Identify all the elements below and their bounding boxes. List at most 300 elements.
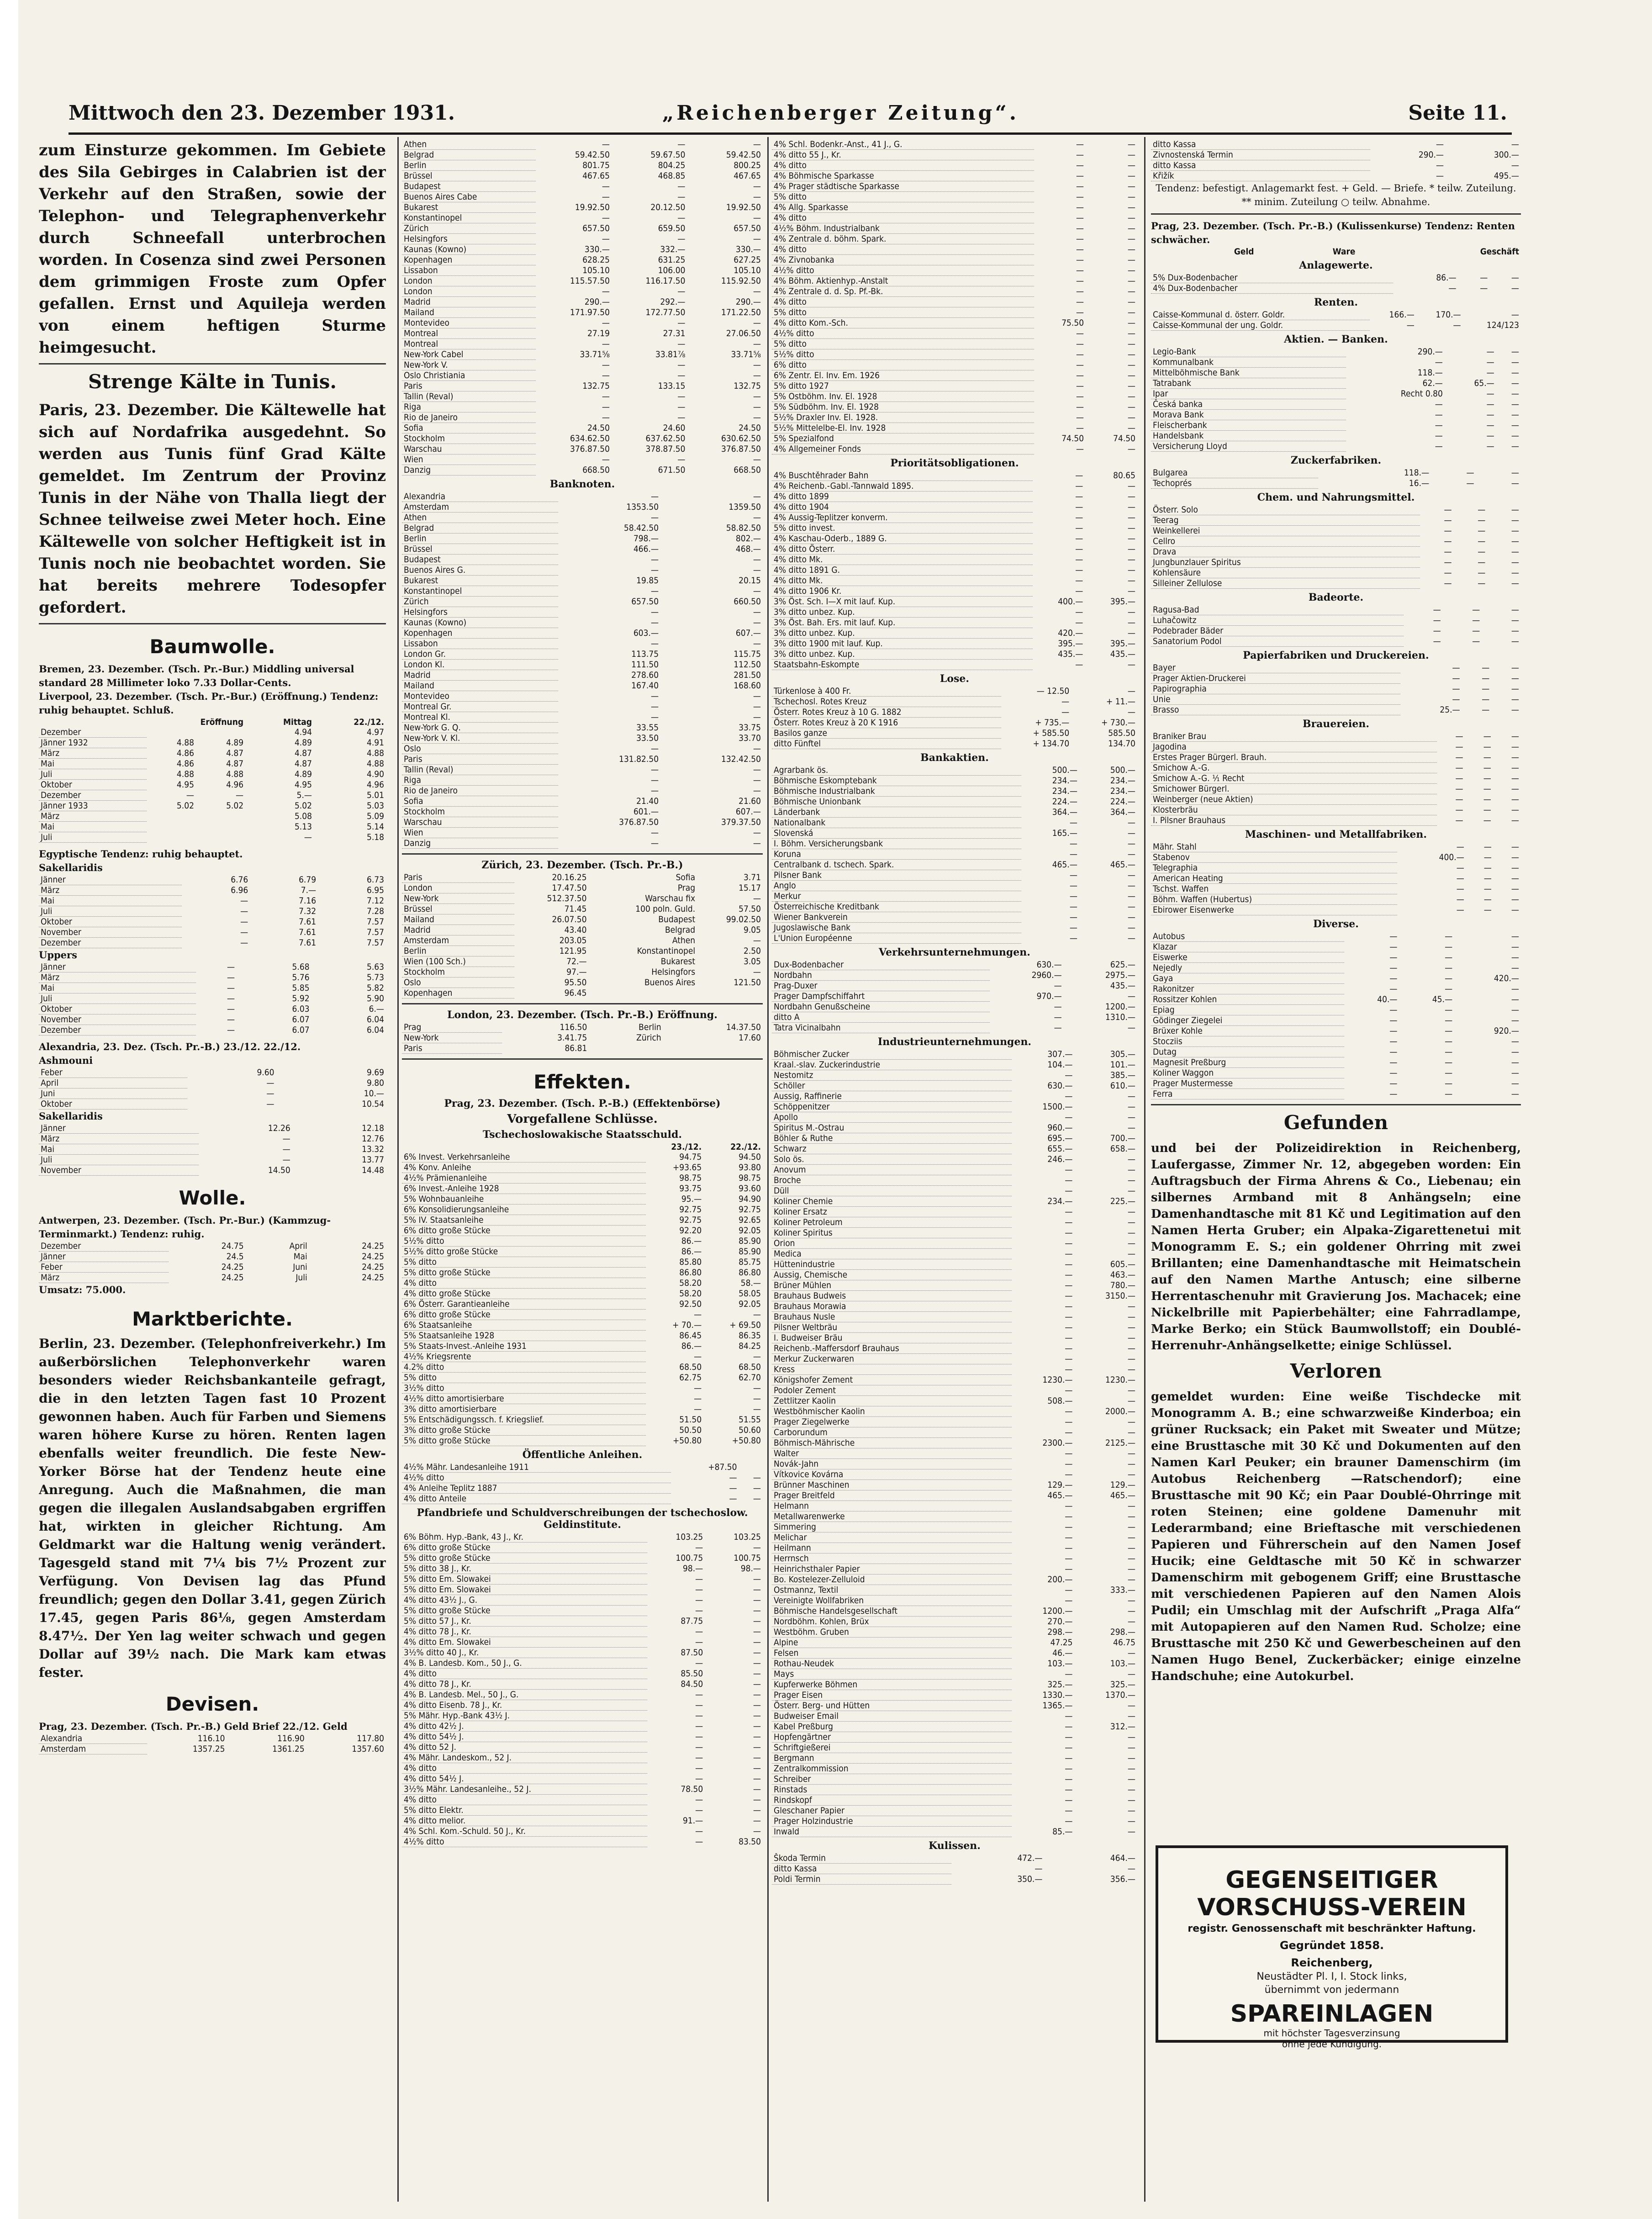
row-value: — xyxy=(602,370,610,380)
row-label: Simmering xyxy=(772,1522,1012,1532)
table-row xyxy=(772,1427,1137,1438)
row-value: — xyxy=(1065,1785,1073,1795)
row-label: Juli xyxy=(39,832,147,843)
row-value: — xyxy=(1456,894,1464,904)
row-label: Koliner Waggon xyxy=(1151,1068,1344,1078)
table-row xyxy=(402,1564,763,1574)
table-row xyxy=(772,1012,1137,1023)
table-row xyxy=(772,1764,1137,1774)
gefunden-headline: Gefunden xyxy=(1283,1111,1388,1134)
row-value: — xyxy=(1511,1015,1519,1025)
row-label: Centralbank d. tschech. Spark. xyxy=(772,860,1021,870)
row-label: Zürich xyxy=(402,223,536,234)
table-row xyxy=(402,402,763,412)
row-label: Cellro xyxy=(1151,536,1420,547)
table-row xyxy=(772,360,1137,370)
row-value: — xyxy=(1127,1207,1135,1217)
table-row xyxy=(402,765,763,775)
row-value: — xyxy=(1127,1522,1135,1532)
row-value: 356.— xyxy=(1110,1874,1135,1884)
row-value: — xyxy=(1389,952,1398,962)
row-value: 7.57 xyxy=(366,927,384,937)
row-value: — xyxy=(1127,255,1135,265)
table-row xyxy=(772,192,1137,202)
row-value: 132.42.50 xyxy=(721,754,761,764)
row-label: Mailand xyxy=(402,914,514,925)
bade-heading: Badeorte. xyxy=(1308,592,1364,603)
row-label: Silleiner Zellulose xyxy=(1151,578,1420,589)
row-value xyxy=(697,988,763,999)
row-label: 5% ditto große Stücke xyxy=(402,1553,647,1564)
row-value: 203.05 xyxy=(559,935,587,946)
row-value: — xyxy=(1511,963,1519,973)
table-row xyxy=(772,1795,1137,1806)
row-value: — xyxy=(1065,1270,1073,1280)
row-value: — xyxy=(1511,663,1519,673)
table-row xyxy=(772,923,1137,933)
row-value: — xyxy=(753,618,761,628)
row-value: — xyxy=(1483,905,1492,915)
masch-heading: Maschinen- und Metallfabriken. xyxy=(1245,829,1427,840)
row-label: Brüner Mühlen xyxy=(772,1280,1012,1291)
row-value: — xyxy=(1483,794,1491,804)
table-row xyxy=(402,702,763,712)
row-value: 610.— xyxy=(1110,1081,1135,1091)
row-value: 290.— xyxy=(584,297,610,307)
row-value: 59.67.50 xyxy=(650,150,686,160)
row-value: 85.80 xyxy=(679,1257,702,1267)
row-label: 4% ditto 54½ J. xyxy=(402,1732,647,1742)
row-value: — xyxy=(1127,1312,1135,1322)
row-value: 92.75 xyxy=(679,1205,702,1215)
row-label: Koliner Ersatz xyxy=(772,1207,1012,1217)
row-value xyxy=(663,1043,763,1054)
table-row xyxy=(39,1078,386,1088)
row-value: — xyxy=(753,454,761,465)
row-value: 9.05 xyxy=(743,925,761,935)
row-value: 85.50 xyxy=(681,1669,703,1679)
table-row xyxy=(39,1144,386,1155)
row-label: 4% ditto Em. Slowakei xyxy=(402,1637,647,1648)
table-row xyxy=(772,381,1137,391)
row-value: — xyxy=(1511,784,1519,794)
row-value: — xyxy=(1389,942,1398,952)
row-value: — xyxy=(1435,357,1443,367)
row-value: + 70.— xyxy=(672,1320,702,1330)
row-label: Jänner xyxy=(39,875,182,885)
row-value: — xyxy=(1482,694,1490,704)
row-label: 5% ditto große Stücke xyxy=(402,1436,646,1446)
table-row xyxy=(1151,863,1521,873)
row-value: +93.65 xyxy=(672,1162,702,1173)
row-value: — xyxy=(695,1837,703,1847)
row-value: — xyxy=(1511,1068,1519,1078)
row-value: 98.75 xyxy=(679,1173,702,1183)
row-value: — xyxy=(1127,139,1135,150)
row-value: — xyxy=(1511,160,1519,170)
row-value: 9.60 xyxy=(257,1067,274,1078)
row-value: — xyxy=(1486,347,1494,357)
row-value: — xyxy=(1486,441,1494,451)
row-value: — xyxy=(695,1627,703,1637)
row-label: Morava Bank xyxy=(1151,410,1346,420)
row-value: 103.25 xyxy=(676,1532,703,1543)
row-value: 43.40 xyxy=(564,925,587,935)
row-value: — xyxy=(1127,1511,1135,1522)
table-row xyxy=(402,1753,763,1763)
row-value: — xyxy=(1127,1301,1135,1311)
row-label: Braniker Brau xyxy=(1151,731,1437,742)
table-row xyxy=(1151,378,1521,389)
row-value: — xyxy=(227,983,235,993)
row-label: Jungbunzlauer Spiritus xyxy=(1151,557,1420,568)
table-row xyxy=(1151,694,1521,705)
row-value: 100.75 xyxy=(676,1553,703,1563)
table-row xyxy=(772,1354,1137,1364)
row-value: — xyxy=(1511,931,1519,942)
row-value: — xyxy=(1127,1532,1135,1543)
row-label: Kabel Preßburg xyxy=(772,1722,1012,1732)
row-value: 224.— xyxy=(1110,797,1135,807)
table-row xyxy=(772,697,1137,707)
row-label: Stockholm xyxy=(402,807,558,817)
row-value: — xyxy=(695,1700,703,1710)
row-label: 5½% Draxler Inv. El. 1928. xyxy=(772,412,1034,423)
row-value: — xyxy=(1065,1564,1073,1574)
row-label: Montevideo xyxy=(402,318,536,328)
row-value: 970.— xyxy=(1036,991,1062,1001)
row-value: — xyxy=(1483,805,1491,815)
row-value: — xyxy=(1452,694,1460,704)
row-label: 3% ditto amortisierbare xyxy=(402,1404,646,1415)
row-value: — xyxy=(1076,381,1084,391)
row-value: 58.— xyxy=(740,1278,761,1288)
table-row xyxy=(772,765,1137,776)
row-value: 700.— xyxy=(1110,1133,1135,1143)
row-value: — xyxy=(677,391,686,402)
row-value: — xyxy=(240,917,248,927)
row-label: 4% Böhmische Sparkasse xyxy=(772,171,1034,181)
row-value: — xyxy=(1444,547,1452,557)
row-label: New-York V. Kl. xyxy=(402,733,558,744)
table-row xyxy=(772,649,1137,660)
row-value: — xyxy=(1127,1322,1135,1332)
row-value: 59.42.50 xyxy=(726,150,761,160)
row-value: — xyxy=(1127,1648,1135,1658)
verkehr-heading: Verkehrsunternehmungen. xyxy=(879,946,1030,958)
table-row xyxy=(1151,150,1521,160)
row-label: Böhmische Eskomptebank xyxy=(772,776,1021,786)
row-value: 12.76 xyxy=(362,1134,384,1144)
table-row xyxy=(772,1701,1137,1711)
row-label: Montreal xyxy=(402,339,536,349)
row-value: — xyxy=(753,1700,761,1710)
table-row xyxy=(772,1238,1137,1249)
table-row xyxy=(39,738,386,748)
row-label: Heilmann xyxy=(772,1543,1012,1553)
row-label: Kraal.-slav. Zuckerindustrie xyxy=(772,1060,1012,1070)
row-value: — xyxy=(1445,1036,1453,1046)
row-label: März xyxy=(39,972,196,983)
row-value: 24.25 xyxy=(362,1273,384,1283)
row-value: 4.88 xyxy=(226,769,244,779)
column-rule-3 xyxy=(1144,137,1145,2202)
row-label: Böhmischer Zucker xyxy=(772,1049,1012,1060)
row-value: 33.55 xyxy=(636,723,659,733)
row-value: 4.90 xyxy=(366,769,384,779)
row-label: Alpine xyxy=(772,1638,1012,1648)
row-label: Mai xyxy=(39,822,147,832)
row-value: — xyxy=(650,565,659,575)
row-value: — xyxy=(1065,1354,1073,1364)
devisen-headline: Devisen. xyxy=(165,1693,259,1715)
row-value: — xyxy=(1127,502,1135,512)
row-label: Smichow A.-G. ⅟₁ Recht xyxy=(1151,773,1437,784)
table-row xyxy=(39,1165,386,1176)
row-label: 4% B. Landesb. Kom., 50 J., G. xyxy=(402,1658,647,1669)
row-value: — xyxy=(1444,515,1452,525)
row-label: Česká banka xyxy=(1151,399,1346,410)
row-value: 105.10 xyxy=(734,265,761,275)
table-row xyxy=(772,960,1137,970)
row-value: — xyxy=(695,1763,703,1773)
row-label: Carborundum xyxy=(772,1427,1012,1438)
row-value: — xyxy=(729,1473,737,1483)
row-label: Belgrad xyxy=(402,523,558,534)
row-value: 1357.60 xyxy=(352,1744,384,1754)
row-value: 802.— xyxy=(735,534,761,544)
row-value: 33.81⅞ xyxy=(655,349,686,359)
row-value: — xyxy=(1076,444,1084,454)
row-label: 5% ditto große Stücke xyxy=(402,1606,647,1616)
table-row xyxy=(402,628,763,639)
table-row xyxy=(772,891,1137,902)
row-value: 6.04 xyxy=(366,1014,384,1025)
table-row xyxy=(772,902,1137,912)
row-value: — xyxy=(1482,673,1490,683)
row-value: — xyxy=(1065,1532,1073,1543)
row-value: — xyxy=(1127,1553,1135,1564)
row-label: Paris xyxy=(402,872,514,883)
row-value: 630.— xyxy=(1047,1081,1073,1091)
row-label: Škoda Termin xyxy=(772,1853,951,1864)
row-value: — xyxy=(1456,873,1464,883)
row-label: Belgrad xyxy=(402,150,536,160)
row-value: — xyxy=(1069,818,1077,828)
row-value: — xyxy=(1127,1816,1135,1826)
table-row xyxy=(772,213,1137,223)
row-label: Kopenhagen xyxy=(402,628,558,639)
table-row xyxy=(1151,615,1521,626)
row-value: — xyxy=(1483,815,1491,825)
row-value: — xyxy=(1486,368,1494,378)
row-value: — xyxy=(753,1742,761,1752)
table-row xyxy=(39,790,386,801)
row-value: Recht 0.80 xyxy=(1400,389,1443,399)
row-value: — xyxy=(1433,636,1441,646)
row-label: Heinrichsthaler Papier xyxy=(772,1564,1012,1574)
table-row xyxy=(39,885,386,896)
sakellaridis-table xyxy=(39,875,386,948)
table-row xyxy=(772,881,1137,891)
row-value: — xyxy=(1433,605,1441,615)
row-value: — xyxy=(695,1585,703,1595)
row-value: Buenos Aires xyxy=(644,977,696,988)
row-label: 4½% ditto xyxy=(772,265,1034,276)
row-value: — xyxy=(694,1310,702,1320)
row-value xyxy=(589,1043,663,1054)
row-label: Nestomitz xyxy=(772,1070,1012,1081)
table-row xyxy=(39,1134,386,1144)
table-row xyxy=(402,1627,763,1637)
row-value: — xyxy=(650,618,659,628)
row-label: Koruna xyxy=(772,849,1021,860)
table-row xyxy=(402,1352,763,1362)
row-value: — xyxy=(1511,994,1519,1004)
table-row xyxy=(402,597,763,607)
table-row xyxy=(402,433,763,444)
table-row xyxy=(772,444,1137,454)
papier-table xyxy=(1151,663,1521,715)
row-value: 65.— xyxy=(1474,378,1494,388)
row-value: — xyxy=(1069,839,1077,849)
row-value: — xyxy=(1075,607,1083,617)
row-label: Westböhmischer Kaolin xyxy=(772,1406,1012,1417)
table-row xyxy=(1151,420,1521,431)
table-row xyxy=(39,938,386,948)
row-value: — xyxy=(602,181,610,191)
row-label: 5½% Mittelelbe-El. Inv. 1928 xyxy=(772,423,1034,433)
row-value: 780.— xyxy=(1110,1280,1135,1290)
row-value: 129.— xyxy=(1110,1480,1135,1490)
row-label: Dezember xyxy=(39,727,147,738)
row-value: 1370.— xyxy=(1105,1690,1135,1700)
row-value: — xyxy=(650,702,659,712)
row-value: 111.50 xyxy=(631,660,659,670)
row-value: — xyxy=(1127,1023,1135,1033)
row-value: 3.41.75 xyxy=(557,1033,587,1043)
row-value: — xyxy=(729,1483,737,1493)
table-row xyxy=(772,544,1137,555)
table-row xyxy=(1151,389,1521,399)
row-label: Athen xyxy=(402,512,558,523)
row-label: Bergmann xyxy=(772,1753,1012,1764)
row-value: 607.— xyxy=(735,807,761,817)
row-label: 6% ditto xyxy=(772,360,1034,370)
row-value: 116.10 xyxy=(197,1733,225,1744)
row-value: 121.50 xyxy=(734,977,761,988)
table-row xyxy=(772,555,1137,565)
row-value: — xyxy=(1483,894,1492,904)
table-row xyxy=(772,607,1137,618)
table-row xyxy=(772,1596,1137,1606)
row-value: — xyxy=(1127,1806,1135,1816)
row-label: Weinberger (neue Aktien) xyxy=(1151,794,1437,805)
row-label: 6% Zentr. El. Inv. Em. 1926 xyxy=(772,370,1034,381)
row-value: 395.— xyxy=(1110,639,1135,649)
row-value: — xyxy=(1065,1406,1073,1416)
table-row xyxy=(39,801,386,811)
row-label: Kaunas (Kowno) xyxy=(402,618,558,628)
row-label: Madrid xyxy=(402,670,558,681)
row-value: 7.28 xyxy=(366,906,384,916)
row-value: 94.75 xyxy=(679,1152,702,1162)
row-value: 234.— xyxy=(1047,1196,1073,1206)
row-value: — xyxy=(1076,276,1084,286)
ad-line-10: ohne jede Kündigung. xyxy=(1282,2039,1382,2050)
row-value: — xyxy=(1076,297,1084,307)
wolle-headline: Wolle. xyxy=(179,1187,246,1209)
row-value: 12.18 xyxy=(362,1123,384,1134)
row-label: Aussig, Chemische xyxy=(772,1270,1012,1280)
left-page-edge xyxy=(0,0,18,2219)
table-row xyxy=(402,150,763,160)
row-label: 4½% Böhm. Industrialbank xyxy=(772,223,1034,234)
row-value: 47.25 xyxy=(1050,1638,1073,1648)
row-value: — xyxy=(1127,534,1135,544)
row-value: — xyxy=(1445,973,1453,983)
table-row xyxy=(402,339,763,349)
table-row xyxy=(402,838,763,849)
row-value: — xyxy=(240,896,248,906)
row-value: 132.75 xyxy=(582,381,610,391)
row-label: Caisse-Kommunal d. österr. Goldr. xyxy=(1151,310,1370,320)
table-row xyxy=(772,1711,1137,1722)
row-value: 312.— xyxy=(1110,1722,1135,1732)
row-value: — xyxy=(1445,963,1453,973)
row-value: — xyxy=(1511,884,1519,894)
row-value: — xyxy=(1127,707,1135,717)
row-value: 13.77 xyxy=(362,1155,384,1165)
row-value: — xyxy=(602,339,610,349)
table-row xyxy=(402,244,763,255)
row-label: 6% Staatsanleihe xyxy=(402,1320,646,1331)
table-row xyxy=(772,1333,1137,1343)
row-value: 605.— xyxy=(1110,1259,1135,1269)
row-value: — xyxy=(1076,255,1084,265)
table-row xyxy=(402,1268,763,1278)
table-row xyxy=(772,860,1137,870)
row-value: — xyxy=(753,1679,761,1689)
row-value: — xyxy=(1435,431,1443,441)
row-value: — xyxy=(1486,410,1494,420)
row-value: — xyxy=(695,1795,703,1805)
row-value: — xyxy=(753,1310,761,1320)
row-label: 5% ditto xyxy=(402,1373,646,1383)
row-value: — xyxy=(650,512,659,523)
row-value: 33.75 xyxy=(739,723,761,733)
row-value: — xyxy=(1127,1617,1135,1627)
row-value: — xyxy=(650,491,659,502)
row-value: — xyxy=(1127,902,1135,912)
table-row xyxy=(772,1690,1137,1701)
table-row xyxy=(402,213,763,223)
row-value: 5.92 xyxy=(292,993,310,1004)
table-row xyxy=(39,1273,386,1283)
row-value: 92.75 xyxy=(739,1205,761,1215)
row-value: 4.89 xyxy=(294,769,312,779)
row-value: 7.16 xyxy=(299,896,317,906)
row-value: — xyxy=(1075,555,1083,565)
row-label: 4% Zentrale d. böhm. Spark. xyxy=(772,234,1034,244)
row-label: 4% Reichenb.-Gabl.-Tannwald 1895. xyxy=(772,481,1033,491)
row-value: — xyxy=(1478,557,1486,567)
row-value: 330.— xyxy=(584,244,610,254)
row-value: — xyxy=(753,838,761,848)
row-value: 5.01 xyxy=(366,790,384,800)
table-row xyxy=(772,412,1137,423)
sakellaridis2-label: Sakellaridis xyxy=(39,1110,103,1122)
